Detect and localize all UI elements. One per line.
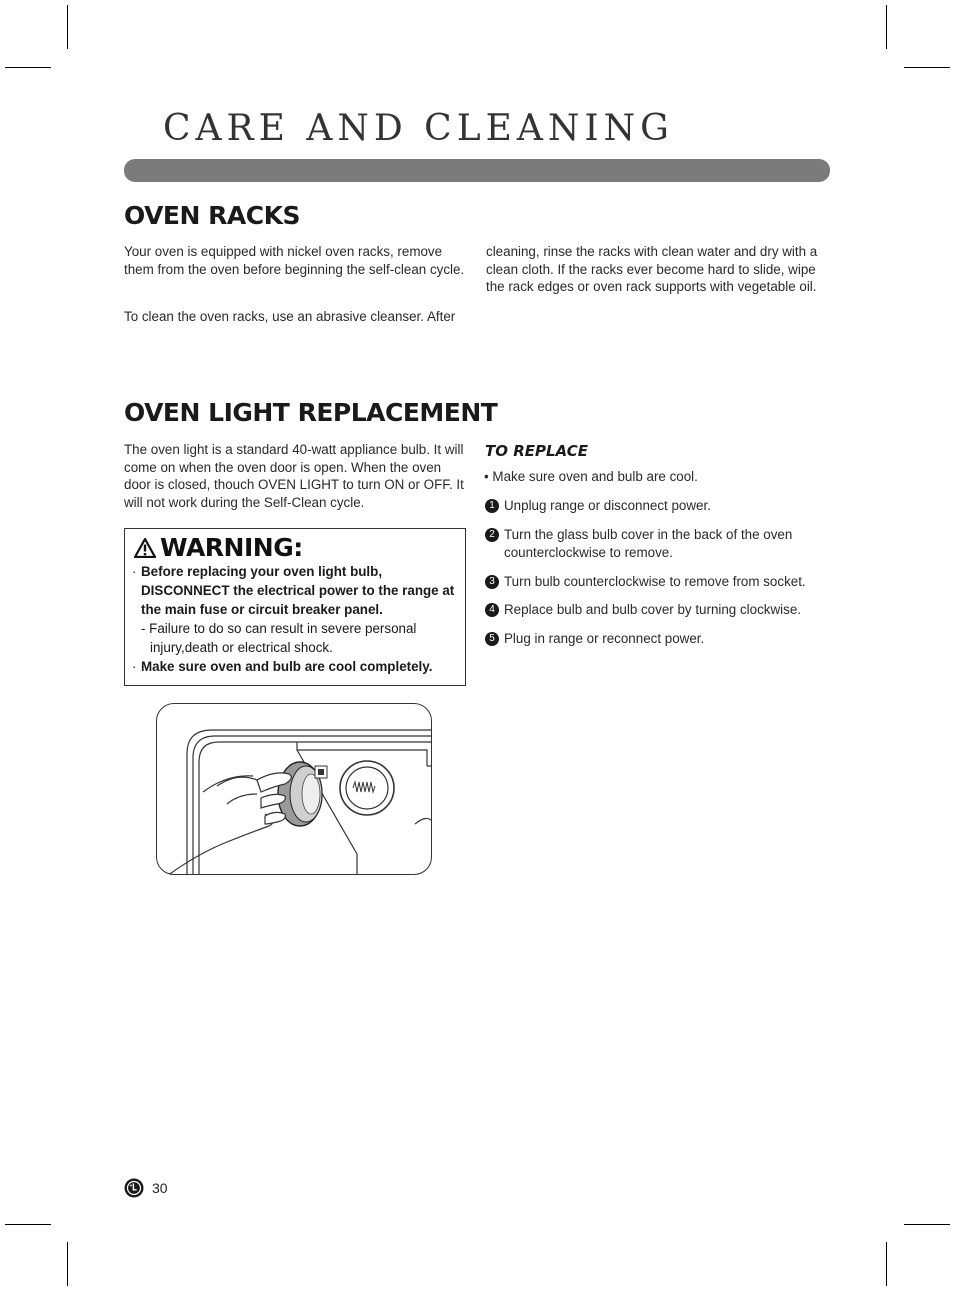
crop-mark [5,1224,51,1225]
bullet-dot: · [132,564,137,579]
step-item [485,526,825,561]
oven-racks-para-3: cleaning, rinse the racks with clean water and dry with a clean cloth. If the racks ever become hard to slide, wipe the rack edges or oven rack supports with vegetable oil. [486,244,818,294]
step-number-badge: 1 [485,499,499,513]
oven-racks-heading: OVEN RACKS [124,201,300,230]
step-item [485,497,825,515]
step-item [485,630,825,648]
crop-mark [5,67,51,68]
warning-item [132,562,462,619]
page-footer [124,1178,168,1198]
crop-mark [886,1242,887,1286]
oven-racks-para-2: To clean the oven racks, use an abrasive cleanser. After [124,309,456,324]
step-number-badge: 2 [485,528,499,542]
warning-box [124,528,466,686]
warning-heading: WARNING: [160,533,303,562]
to-replace-bullet: • Make sure oven and bulb are cool. [484,469,698,484]
warning-triangle-icon [134,538,156,558]
step-text: Plug in range or reconnect power. [504,631,705,646]
crop-mark [67,1242,68,1286]
step-number-badge: 4 [485,603,499,617]
step-text: Unplug range or disconnect power. [504,498,711,513]
crop-mark [67,5,68,49]
step-text: Turn the glass bulb cover in the back of the oven counterclockwise to remove. [504,527,793,560]
crop-mark [904,1224,950,1225]
oven-light-intro: The oven light is a standard 40-watt appliance bulb. It will come on when the oven door is open. When the oven door is closed, thouch OVEN LIGHT to turn ON or OFF. It will not work during the Self-Clean cycle. [124,442,464,510]
oven-light-heading: OVEN LIGHT REPLACEMENT [124,398,498,427]
bulb-illustration-drawing [157,704,432,875]
bullet-dot: · [132,659,137,674]
section-title: CARE AND CLEANING [163,108,674,149]
crop-mark [904,67,950,68]
warning-subitem: - Failure to do so can result in severe personal injury,death or electrical shock. [141,621,417,655]
crop-mark [886,5,887,49]
warning-list [132,562,462,676]
warning-item-text: Make sure oven and bulb are cool completely. [141,659,433,674]
page-number: 30 [152,1180,168,1196]
warning-item-text: Before replacing your oven light bulb, DISCONNECT the electrical power to the range at the main fuse or circuit breaker panel. [141,564,455,617]
to-replace-heading: TO REPLACE [485,442,588,460]
step-number-badge: 5 [485,632,499,646]
title-bar [124,159,830,182]
warning-header [134,533,303,562]
oven-racks-para-1: Your oven is equipped with nickel oven racks, remove them from the oven before beginning the self-clean cycle. [124,244,465,277]
step-number-badge: 3 [485,575,499,589]
step-text: Turn bulb counterclockwise to remove from socket. [504,574,806,589]
step-text: Replace bulb and bulb cover by turning clockwise. [504,602,801,617]
warning-item [132,657,462,676]
lg-logo-icon [124,1178,144,1198]
bulb-replacement-illustration [156,703,432,875]
step-item [485,601,825,619]
step-item [485,573,825,591]
